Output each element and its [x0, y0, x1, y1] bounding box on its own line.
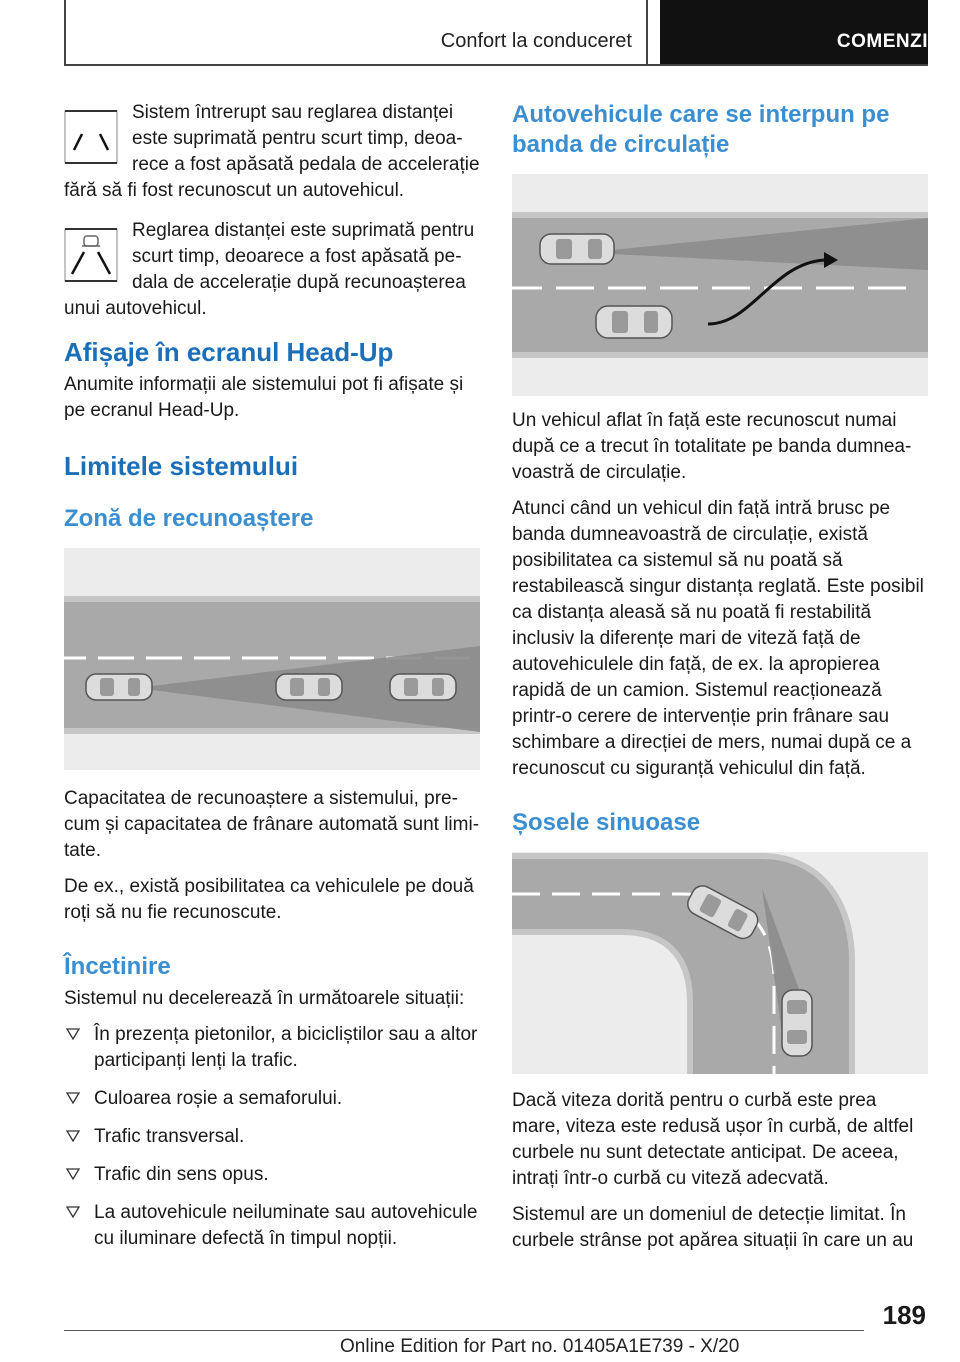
heading-cut-in-vehicles: Autovehicule care se interpun pe banda de circulație: [512, 101, 890, 158]
footer-rule: [64, 1330, 864, 1331]
list-item: În prezența pietonilor, a bicicliștilor sau a altor participanți lenți la trafic.: [64, 1022, 480, 1074]
paragraph-curves-2: Sistemul are un domeniul de detecție limitat. În curbele strânse pot apărea situații în care un au: [512, 1204, 914, 1251]
triangle-bullet-icon: [66, 1028, 80, 1040]
deceleration-list: [64, 1022, 480, 1252]
page-number: 189: [882, 1300, 926, 1330]
icon-note-1: [64, 100, 480, 204]
acc-vehicle-detected-icon: [64, 228, 118, 282]
paragraph-cut-in-2: Atunci când un vehicul din față intră brusc pe banda dumneavoastră de circulație, există posibilitatea ca sistemul să nu poată să restabilească singur distanța reglată. Este posibil ca distanța aleasă să nu poată fi restabilită inclusiv la diferențe mari de viteză față de autovehiculele din față, de ex. la apropierea rapidă de un camion. Sistemul reacționează printr-o cerere de intervenție prin frânare sau schimbare a direcției de mers, numai după ce a recunoscut cu siguranță vehiculul din față.: [512, 498, 924, 779]
detection-zone-illustration: [64, 548, 480, 770]
section-title: Confort la conduceret: [440, 30, 632, 52]
acc-interrupt-icon: [64, 110, 118, 164]
winding-road-illustration: [512, 852, 928, 1074]
list-item: Culoarea roșie a semaforului.: [64, 1086, 480, 1112]
cut-in-illustration: [512, 174, 928, 396]
paragraph-deceleration: Sistemul nu decelerează în următoarele situații:: [64, 988, 465, 1009]
chapter-title: COMENZI: [836, 31, 928, 52]
paragraph-curves-1: Dacă viteza dorită pentru o curbă este prea mare, viteza este redusă ușor în curbă, de altfel curbele nu sunt detectate anticipat. De aceea, intrați într-o curbă cu viteză adecvată.: [512, 1090, 914, 1189]
paragraph-zone-2: De ex., există posibilitatea ca vehiculele pe două roți să nu fie recunoscute.: [64, 876, 474, 923]
icon-note-text: Reglarea distanței este suprimată pentru scurt timp, deoarece a fost apăsată pedala de accelerație după recunoașterea unui autovehicul.: [64, 220, 475, 319]
list-item: La autovehicule neiluminate sau autovehicule cu iluminare defectă în timpul nopții.: [64, 1200, 480, 1252]
triangle-bullet-icon: [66, 1206, 80, 1218]
edition-info: Online Edition for Part no. 01405A1E739 - X/20: [340, 1336, 740, 1357]
list-item: Trafic transversal.: [64, 1124, 480, 1150]
paragraph-zone-1: Capacitatea de recunoaștere a sistemului, precum și capacitatea de frânare automată sunt limitate.: [64, 788, 480, 861]
header-chapter-box: [660, 0, 928, 64]
list-item: Trafic din sens opus.: [64, 1162, 480, 1188]
icon-note-text: Sistem întrerupt sau reglarea distanței este suprimată pentru scurt timp, deoarece a fost apăsată pedala de accelerație fără să fi fost recunoscut un autovehicul.: [64, 102, 480, 201]
icon-note-2: [64, 218, 480, 322]
header-section-box: [64, 0, 648, 64]
heading-winding-roads: Șosele sinuoase: [512, 809, 701, 836]
heading-deceleration: Încetinire: [64, 953, 171, 980]
paragraph-cut-in-1: Un vehicul aflat în față este recunoscut numai după ce a trecut în totalitate pe banda dumneavoastră de circulație.: [512, 410, 912, 483]
heading-headup: Afișaje în ecranul Head-Up: [64, 337, 394, 367]
header-rule: [64, 64, 928, 66]
triangle-bullet-icon: [66, 1168, 80, 1180]
triangle-bullet-icon: [66, 1092, 80, 1104]
heading-detection-zone: Zonă de recunoaștere: [64, 505, 314, 532]
left-column: [64, 100, 480, 1264]
triangle-bullet-icon: [66, 1130, 80, 1142]
paragraph-headup: Anumite informații ale sistemului pot fi afișate și pe ecranul Head-Up.: [64, 374, 464, 421]
right-column: [512, 100, 928, 1264]
heading-system-limits: Limitele sistemului: [64, 451, 299, 481]
